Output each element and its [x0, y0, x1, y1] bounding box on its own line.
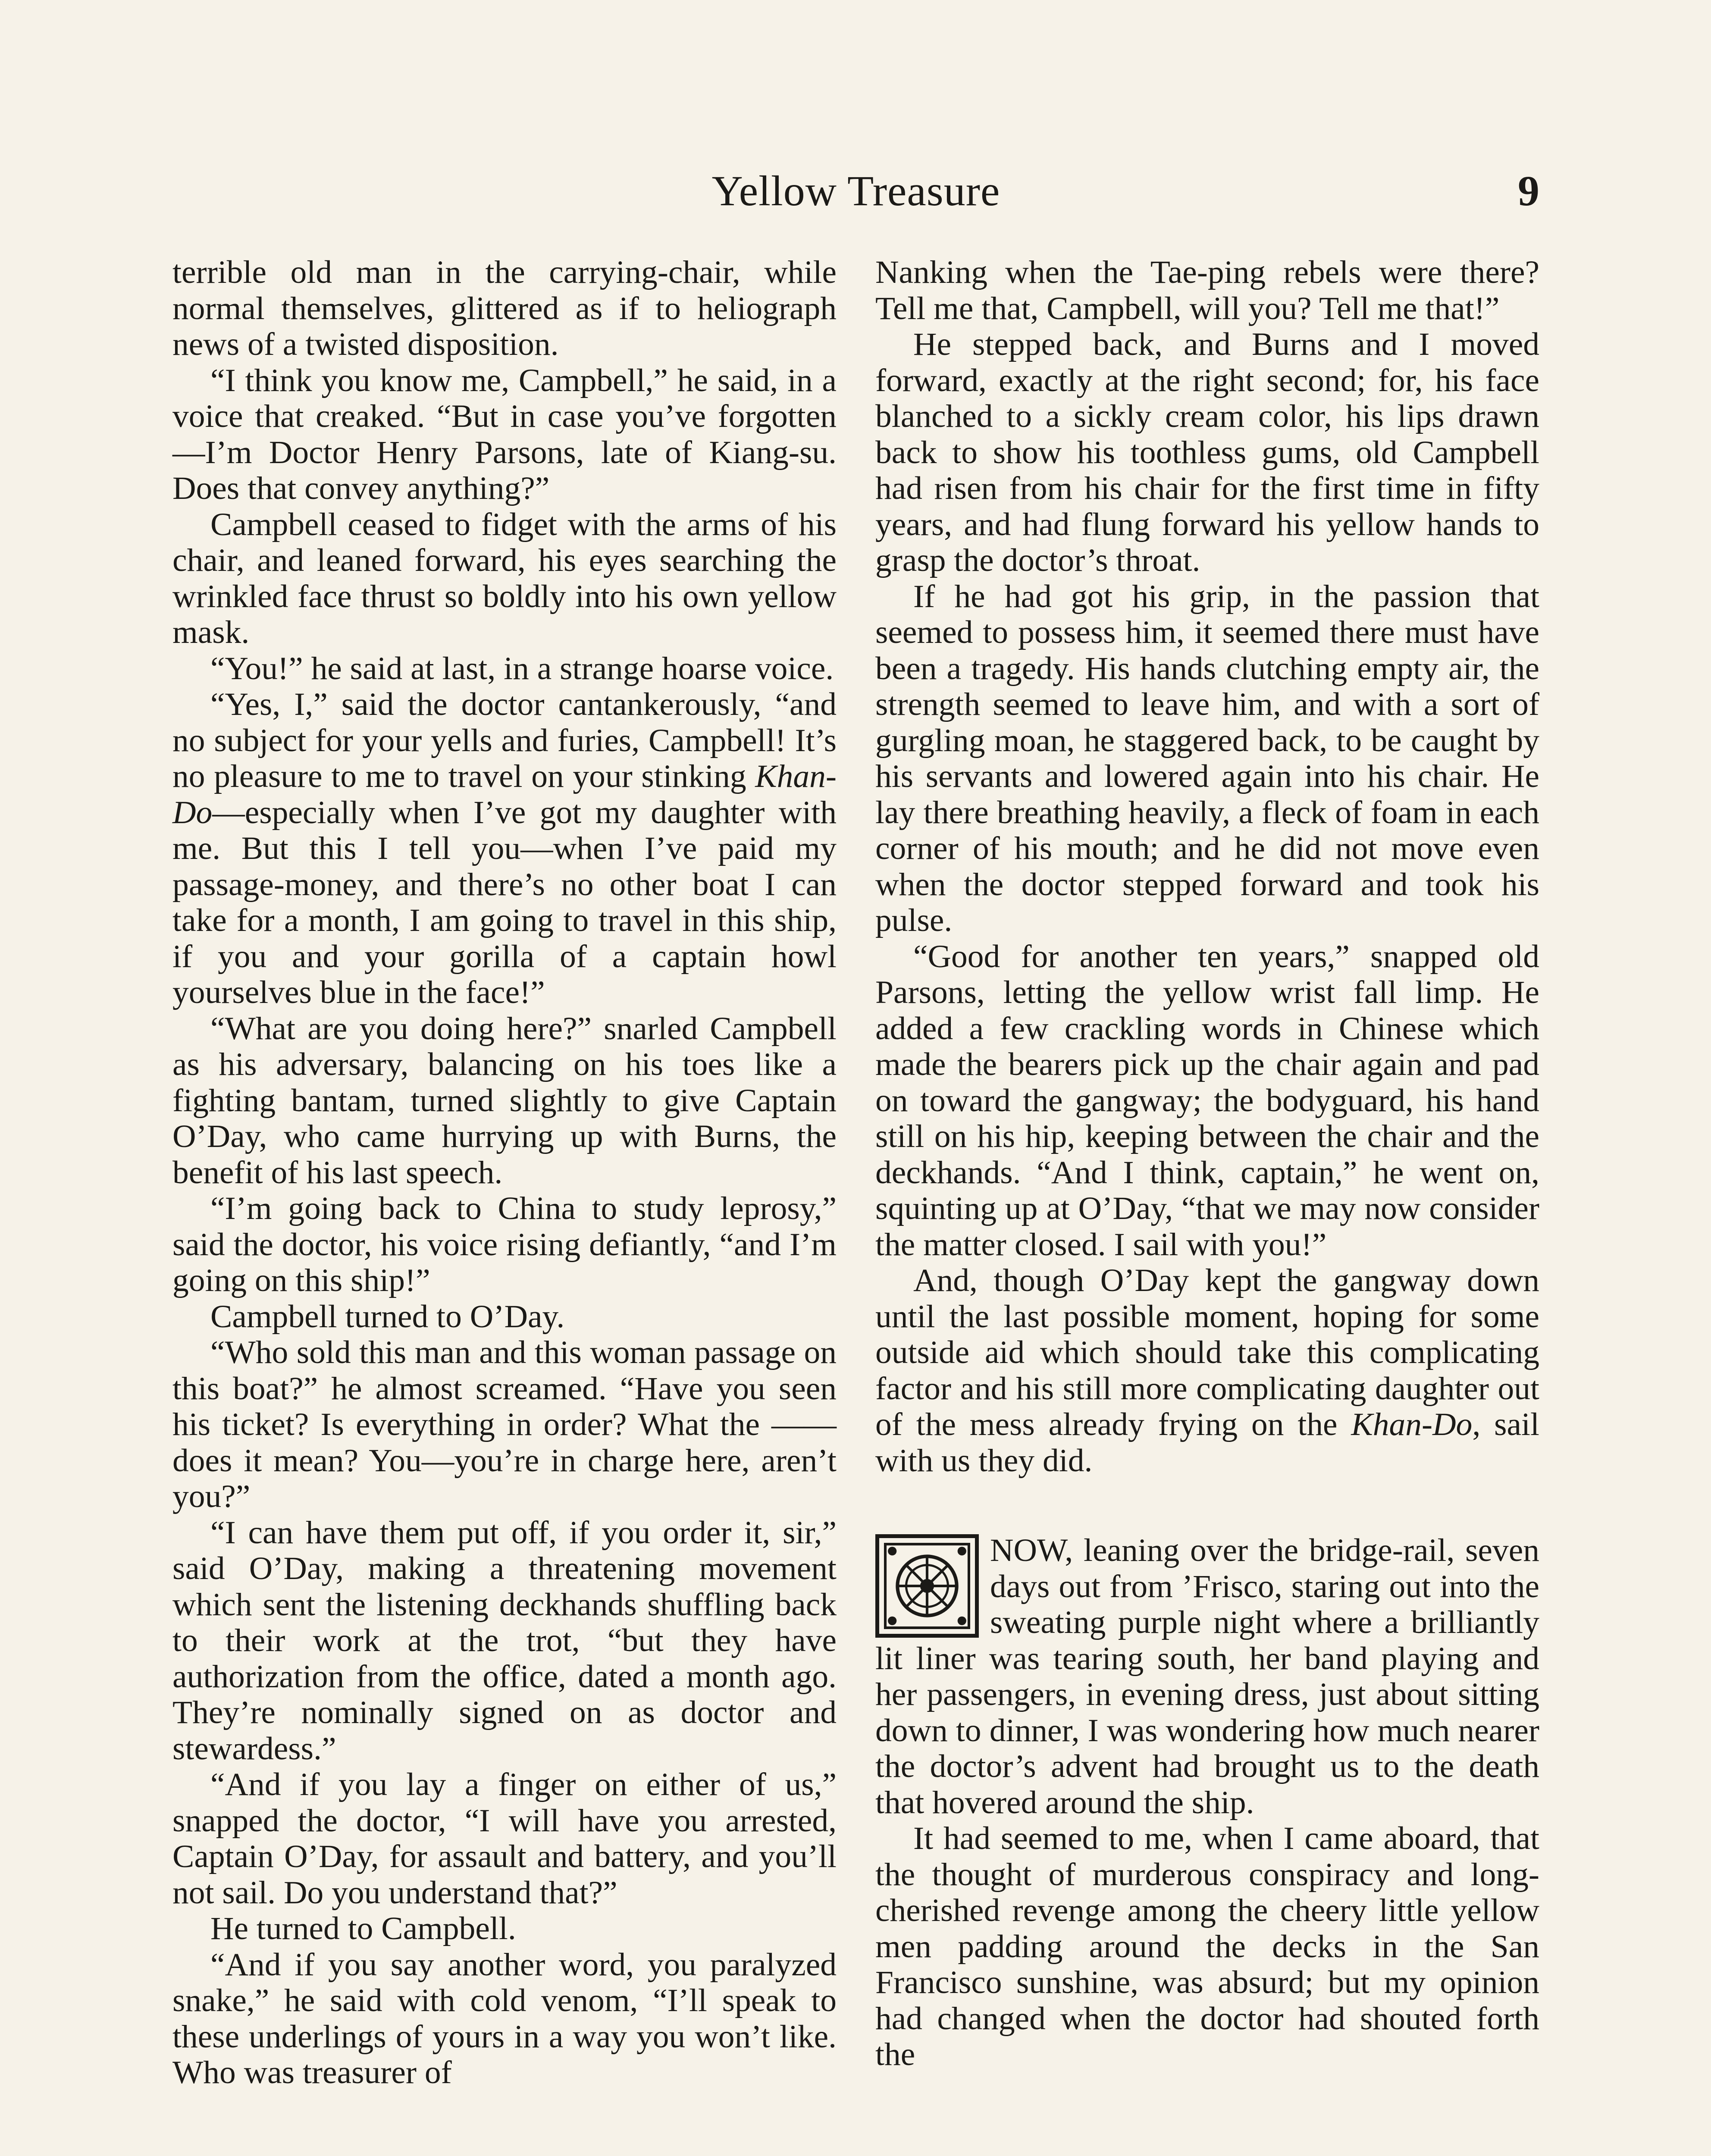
paragraph: “You!” he said at last, in a strange hoarse voice.: [210, 650, 834, 686]
paragraph: “And if you say another word, you paralyzed snake,” he said with cold venom, “I’ll speak to these underlings of yours in a way you won’t like. Who was treasurer of: [172, 1946, 837, 2090]
paragraph: Campbell ceased to fidget with the arms of his chair, and leaned forward, his eyes searching the wrinkled face thrust so boldly into his own yellow mask.: [172, 506, 837, 650]
page-number: 9: [1518, 167, 1539, 215]
right-text-column: [875, 254, 1539, 2073]
paragraph: “Good for another ten years,” snapped old Parsons, letting the yellow wrist fall limp. He added a few crackling words in Chinese which made the bearers pick up the chair again and pad on toward the gangway; the bodyguard, his hand still on his hip, keeping between the chair and the deckhands. “And I think, captain,” he went on, squinting up at O’Day, “that we may now consider the matter closed. I sail with you!”: [875, 938, 1539, 1263]
paragraph: “I think you know me, Campbell,” he said, in a voice that creaked. “But in case you’ve forgotten—I’m Doctor Henry Parsons, late of Kiang-su. Does that convey anything?”: [172, 362, 837, 506]
decorative-initial-wheel-icon: [875, 1534, 979, 1638]
paragraph: He stepped back, and Burns and I moved forward, exactly at the right second; for, his face blanched to a sickly cream color, his lips drawn back to show his toothless gums, old Campbell had risen from his chair for the first time in fifty years, and had flung forward his yellow hands to grasp the doctor’s throat.: [875, 326, 1539, 578]
paragraph: “I’m going back to China to study leprosy,” said the doctor, his voice rising defiantly, “and I’m going on this ship!”: [172, 1191, 837, 1298]
paragraph: Campbell turned to O’Day.: [210, 1298, 565, 1335]
paragraph: Nanking when the Tae-ping rebels were there? Tell me that, Campbell, will you? Tell me that!”: [875, 254, 1539, 326]
paragraph: It had seemed to me, when I came aboard, that the thought of murderous conspiracy and long-cherished revenge among the cheery little yellow men padding around the decks in the San Francisco sunshine, was absurd; but my opinion had changed when the doctor had shouted forth the: [875, 1821, 1539, 2072]
section-break: [875, 1479, 1539, 1532]
running-head: [172, 166, 1539, 222]
paragraph: “Who sold this man and this woman passage on this boat?” he almost screamed. “Have you seen his ticket? Is everything in order? What the —— does it mean? You—you’re in charge here, aren’t you?”: [172, 1335, 837, 1514]
paragraph: NOW, leaning over the bridge-rail, seven days out from ’Frisco, staring out into the sweating purple night where a brilliantly lit liner was tearing south, her band playing and her passengers, in evening dress, just about sitting down to dinner, I was wondering how much nearer the doctor’s advent had brought us to the death that hovered around the ship.: [875, 1532, 1539, 1821]
paragraph: “And if you lay a finger on either of us,” snapped the doctor, “I will have you arrested, Captain O’Day, for assault and battery, and you’ll not sail. Do you understand that?”: [172, 1767, 837, 1911]
paragraph: terrible old man in the carrying-chair, while normal themselves, glittered as if to heliograph news of a twisted disposition.: [172, 254, 837, 362]
running-title: Yellow Treasure: [711, 167, 1000, 215]
paragraph: And, though O’Day kept the gangway down until the last possible moment, hoping for some outside aid which should take this complicating factor and his still more complicating daughter out of the mess already frying on the Khan-Do, sail with us they did.: [875, 1263, 1539, 1479]
paragraph: He turned to Campbell.: [210, 1911, 516, 1946]
paragraph: If he had got his grip, in the passion that seemed to possess him, it seemed there must have been a tragedy. His hands clutching empty air, the strength seemed to leave him, and with a sort of gurgling moan, he staggered back, to be caught by his servants and lowered again into his chair. He lay there breathing heavily, a fleck of foam in each corner of his mouth; and he did not move even when the doctor stepped forward and took his pulse.: [875, 578, 1539, 938]
paragraph: “I can have them put off, if you order it, sir,” said O’Day, making a threatening movement which sent the listening deckhands shuffling back to their work at the trot, “but they have authorization from the office, dated a month ago. They’re nominally signed on as doctor and stewardess.”: [172, 1514, 837, 1767]
paragraph: “What are you doing here?” snarled Campbell as his adversary, balancing on his toes like a fighting bantam, turned slightly to give Captain O’Day, who came hurrying up with Burns, the benefit of his last speech.: [172, 1010, 837, 1191]
left-text-column: [172, 254, 837, 2091]
paragraph: “Yes, I,” said the doctor cantankerously, “and no subject for your yells and furies, Campbell! It’s no pleasure to me to travel on your stinking Khan-Do—especially when I’ve got my daughter with me. But this I tell you—when I’ve paid my passage-money, and there’s no other boat I can take for a month, I am going to travel in this ship, if you and your gorilla of a captain howl yourselves blue in the face!”: [172, 686, 837, 1010]
